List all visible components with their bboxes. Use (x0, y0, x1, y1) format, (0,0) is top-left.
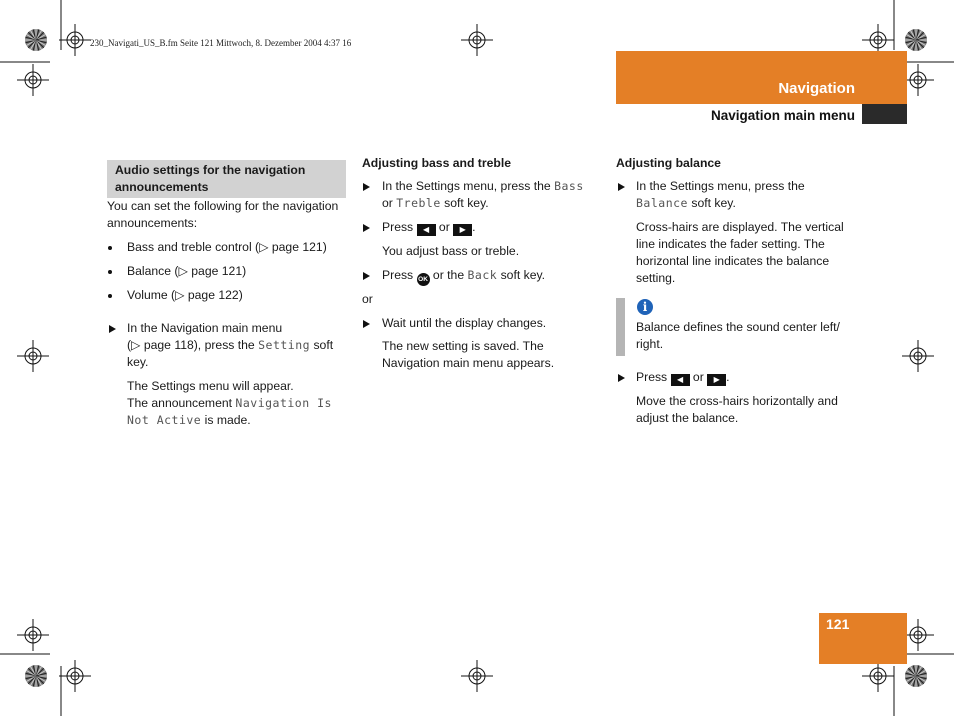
bullet-dot (108, 246, 112, 250)
list-item: Volume (▷ page 122) (107, 287, 347, 304)
registration-crosshair-icon (17, 619, 49, 651)
header-bar (616, 51, 907, 104)
section-title: Navigation main menu (710, 108, 855, 123)
step-arrow-icon (363, 224, 370, 232)
step-result: Move the cross-hairs horizontally and adjust the balance. (636, 394, 838, 425)
step-result: Cross-hairs are displayed. The vertical line indicates the fader setting. The horizontal line indicates the balance setting. (636, 220, 844, 285)
registration-crosshair-icon (862, 660, 894, 692)
step-result: You adjust bass or treble. (382, 244, 520, 258)
step-arrow-icon (363, 272, 370, 280)
left-arrow-key-icon: ◀ (417, 224, 436, 236)
intro-text: You can set the following for the navigation announcements: (107, 199, 339, 230)
info-note: Balance defines the sound center left/ right. (636, 320, 840, 351)
list-item: Bass and treble control (▷ page 121) (107, 239, 347, 256)
page-reference: ▷ page 122) (175, 288, 243, 302)
file-slug: 230_Navigati_US_B.fm Seite 121 Mittwoch, 8. Dezember 2004 4:37 16 (90, 38, 352, 48)
registration-crosshair-icon (17, 64, 49, 96)
step-arrow-icon (363, 183, 370, 191)
step-arrow-icon (109, 325, 116, 333)
chapter-title: Navigation (778, 80, 855, 97)
step-arrow-icon (363, 320, 370, 328)
balance-heading: Adjusting balance (616, 156, 721, 170)
right-arrow-key-icon: ▶ (453, 224, 472, 236)
step-result: The new setting is saved. The Navigation main menu appears. (382, 339, 555, 370)
or-text: or (362, 292, 373, 306)
section-heading: Audio settings for the navigation announcements (107, 160, 346, 198)
registration-crosshair-icon (59, 660, 91, 692)
ok-button-icon: OK (417, 273, 430, 286)
registration-starburst-icon (25, 665, 47, 687)
step-arrow-icon (618, 183, 625, 191)
registration-crosshair-icon (17, 340, 49, 372)
page-reference: ▷ page 121) (259, 240, 327, 254)
info-icon: i (637, 299, 653, 315)
step-result: The Settings menu will appear. The announcement Navigation Is Not Active is made. (127, 379, 332, 427)
registration-starburst-icon (25, 29, 47, 51)
right-arrow-key-icon: ▶ (707, 374, 726, 386)
registration-starburst-icon (905, 665, 927, 687)
list-item: Balance (▷ page 121) (107, 263, 347, 280)
left-arrow-key-icon: ◀ (671, 374, 690, 386)
page-reference: ▷ page 121) (178, 264, 247, 278)
registration-crosshair-icon (461, 24, 493, 56)
registration-starburst-icon (905, 29, 927, 51)
bullet-dot (108, 270, 112, 274)
registration-crosshair-icon (59, 24, 91, 56)
bullet-dot (108, 294, 112, 298)
bass-treble-heading: Adjusting bass and treble (362, 156, 511, 170)
page-number: 121 (826, 616, 850, 632)
registration-crosshair-icon (902, 340, 934, 372)
column-1 (107, 160, 346, 198)
step-item: In the Navigation main menu (▷ page 118), press the Setting soft key. (107, 320, 347, 380)
header-tab (862, 104, 907, 124)
info-note-bar (616, 298, 625, 356)
registration-crosshair-icon (461, 660, 493, 692)
step-arrow-icon (618, 374, 625, 382)
